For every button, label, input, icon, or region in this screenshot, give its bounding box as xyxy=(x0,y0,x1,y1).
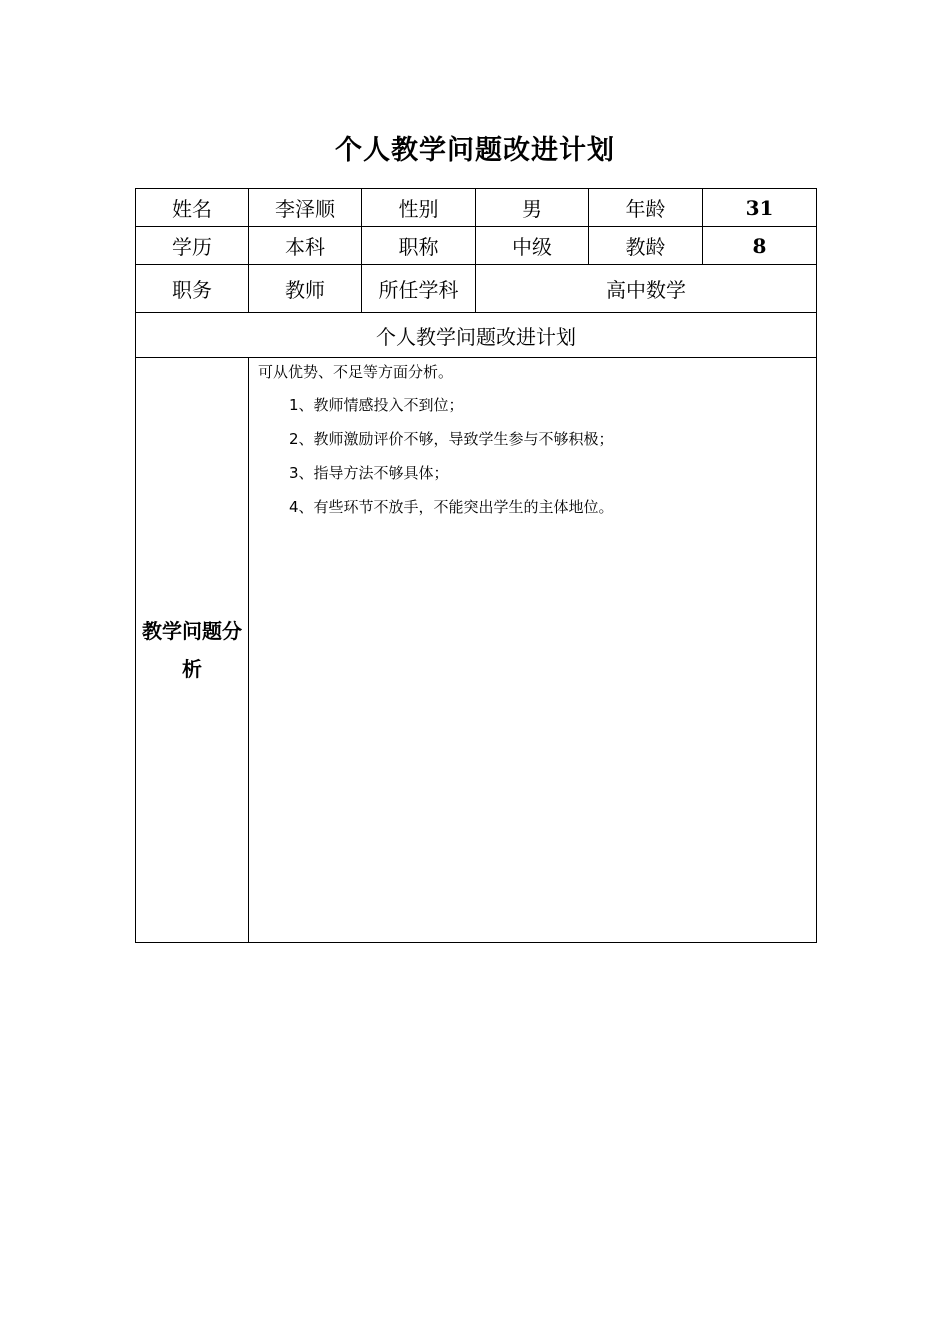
teaching-years-label: 教龄 xyxy=(589,227,703,265)
analysis-label-line: 析 xyxy=(182,657,202,681)
education-value: 本科 xyxy=(249,227,362,265)
name-value: 李泽顺 xyxy=(249,189,362,227)
rank-value: 中级 xyxy=(476,227,589,265)
table-row xyxy=(136,358,817,943)
item-number: 3 xyxy=(289,464,299,482)
item-text: 、指导方法不够具体； xyxy=(298,464,449,482)
list-item xyxy=(258,422,816,456)
item-text: 、有些环节不放手，不能突出学生的主体地位。 xyxy=(298,498,614,516)
list-item xyxy=(258,456,816,490)
gender-value: 男 xyxy=(476,189,589,227)
teacher-info-table xyxy=(135,188,817,943)
subject-value: 高中数学 xyxy=(476,265,817,313)
document-title: 个人教学问题改进计划 xyxy=(335,135,615,166)
table-row xyxy=(136,265,817,313)
name-label: 姓名 xyxy=(136,189,249,227)
item-text: 、教师激励评价不够，导致学生参与不够积极； xyxy=(298,430,614,448)
teaching-years-value: 8 xyxy=(703,227,817,265)
item-number: 2 xyxy=(289,430,299,448)
item-text: 、教师情感投入不到位； xyxy=(298,396,464,414)
table-row xyxy=(136,189,817,227)
item-number: 4 xyxy=(289,498,299,516)
rank-label: 职称 xyxy=(362,227,476,265)
analysis-label-line: 教学问题分 xyxy=(142,619,242,643)
education-label: 学历 xyxy=(136,227,249,265)
section-title: 个人教学问题改进计划 xyxy=(136,313,817,358)
analysis-label xyxy=(136,358,249,943)
subject-label: 所任学科 xyxy=(362,265,476,313)
age-value: 31 xyxy=(703,189,817,227)
list-item xyxy=(258,490,816,524)
list-item xyxy=(258,388,816,422)
gender-label: 性别 xyxy=(362,189,476,227)
position-value: 教师 xyxy=(249,265,362,313)
table-row xyxy=(136,227,817,265)
analysis-content xyxy=(249,358,817,943)
age-label: 年龄 xyxy=(589,189,703,227)
position-label: 职务 xyxy=(136,265,249,313)
analysis-hint: 可从优势、不足等方面分析。 xyxy=(258,363,454,381)
item-number: 1 xyxy=(289,396,299,414)
table-row xyxy=(136,313,817,358)
